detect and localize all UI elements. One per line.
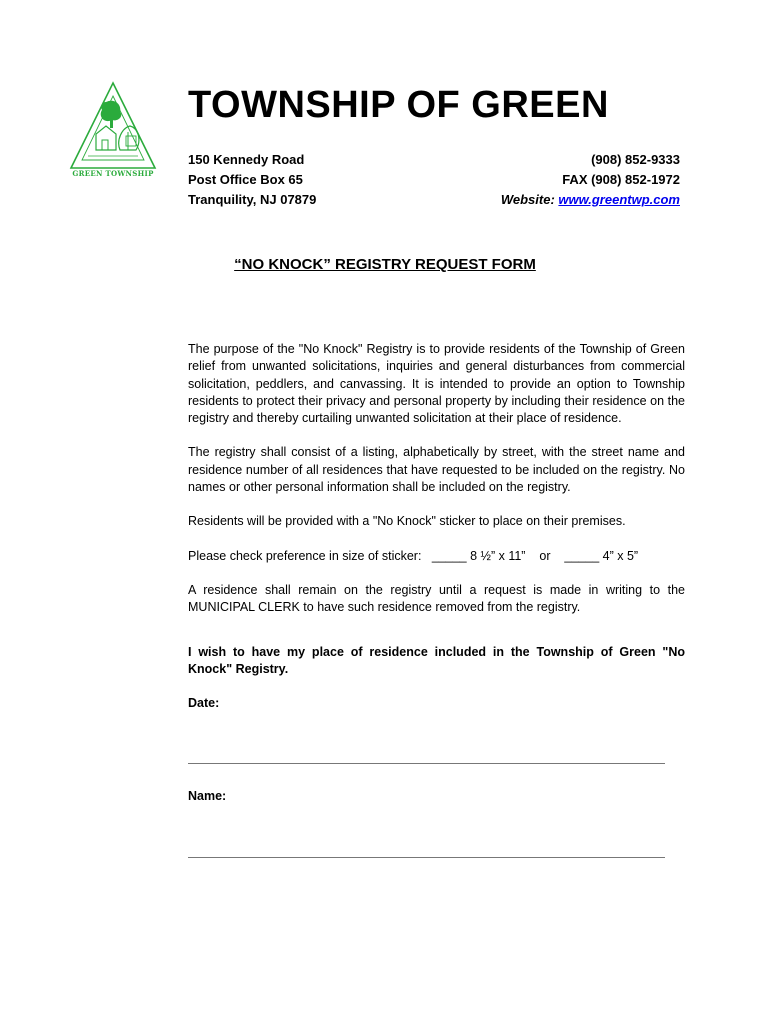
fax-number: FAX (908) 852-1972 — [562, 172, 680, 187]
page-title: TOWNSHIP OF GREEN — [188, 84, 609, 126]
address-city: Tranquility, NJ 07879 — [188, 192, 317, 207]
address-po-box: Post Office Box 65 — [188, 172, 303, 187]
sticker-separator: or — [539, 548, 551, 563]
name-label: Name: — [188, 789, 227, 804]
purpose-paragraph: The purpose of the "No Knock" Registry is to provide residents of the Township of Green relief from unwanted solicitations, inquiries and general disturbances from commercial solicitation, peddlers, and canvassing. It is intended to provide an option to Township residents to protect their privacy and personal property by including their residence on the registry and thereby curtailing unwanted solicitation at their place of residence. — [188, 342, 685, 426]
removal-paragraph: A residence shall remain on the registry until a request is made in writing to the MUNICIPAL CLERK to have such residence removed from the registry. — [188, 582, 685, 615]
address-block — [188, 150, 316, 210]
website-line — [501, 190, 680, 210]
contact-block — [501, 150, 680, 210]
sticker-paragraph: Residents will be provided with a "No Knock" sticker to place on their premises. — [188, 514, 626, 529]
sticker-option-small[interactable]: _____ 4” x 5” — [564, 548, 639, 563]
sticker-prompt: Please check preference in size of sticker: — [188, 548, 422, 563]
website-label: Website: — [500, 192, 555, 207]
form-body — [188, 341, 685, 858]
sticker-preference — [188, 548, 685, 565]
website-link[interactable]: www.greentwp.com — [558, 192, 680, 207]
sticker-option-large[interactable]: _____ 8 ½” x 11” — [431, 548, 526, 563]
date-field[interactable] — [188, 763, 665, 764]
form-title: “NO KNOCK” REGISTRY REQUEST FORM — [234, 256, 536, 273]
name-field[interactable] — [188, 857, 665, 858]
address-street: 150 Kennedy Road — [188, 152, 305, 167]
include-statement: I wish to have my place of residence included in the Township of Green "No Knock" Registry. — [188, 644, 685, 676]
phone-number: (908) 852-9333 — [591, 152, 680, 167]
registry-paragraph: The registry shall consist of a listing, alphabetically by street, with the street name and residence number of all residences that have requested to be included on the registry. No names or other personal information shall be included on the registry. — [188, 445, 685, 495]
date-label: Date: — [188, 696, 220, 711]
township-logo — [68, 80, 158, 184]
logo-caption: GREEN TOWNSHIP — [72, 169, 154, 178]
